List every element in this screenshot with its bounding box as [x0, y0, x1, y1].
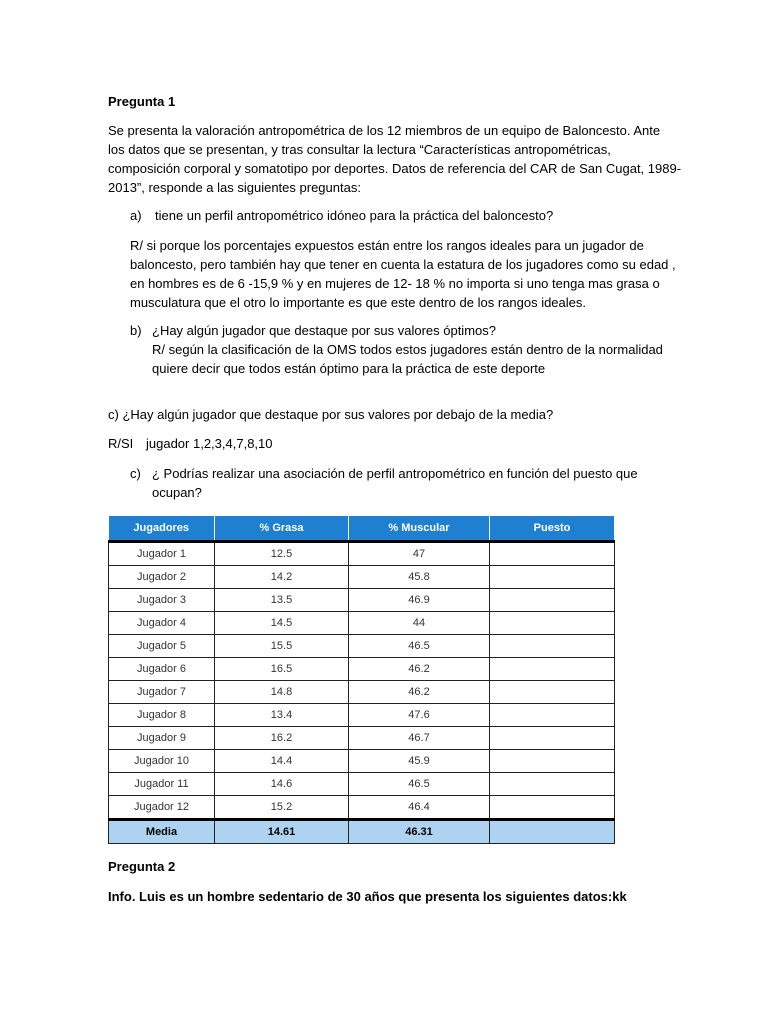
cell-muscular: 46.5 [349, 635, 490, 658]
cell-grasa: 14.6 [215, 773, 349, 796]
answer-line: musculatura que el otro lo importante es que este dentro de los rangos ideales. [130, 295, 586, 310]
item-a-answer [130, 236, 676, 312]
header-puesto: Puesto [490, 516, 615, 542]
item-a-marker: a) [130, 208, 142, 223]
answer-line: R/ si porque los porcentajes expuestos están entre los rangos ideales para un jugador de [130, 238, 644, 253]
table-row [109, 612, 615, 635]
cell-puesto [490, 681, 615, 704]
cell-puesto [490, 612, 615, 635]
cell-muscular: 46.9 [349, 589, 490, 612]
cell-muscular: 47 [349, 542, 490, 566]
footer-label: Media [109, 820, 215, 844]
table-row [109, 635, 615, 658]
cell-jugador: Jugador 6 [109, 658, 215, 681]
table-row [109, 796, 615, 820]
cell-puesto [490, 589, 615, 612]
table-body [109, 542, 615, 820]
question-line: ocupan? [152, 485, 202, 500]
cell-muscular: 46.2 [349, 681, 490, 704]
cell-grasa: 13.5 [215, 589, 349, 612]
table-row [109, 589, 615, 612]
cell-jugador: Jugador 1 [109, 542, 215, 566]
question-1-heading: Pregunta 1 [108, 94, 176, 109]
cell-jugador: Jugador 5 [109, 635, 215, 658]
question-line: ¿ Podrías realizar una asociación de perfil antropométrico en función del puesto que [152, 466, 638, 481]
cell-grasa: 15.2 [215, 796, 349, 820]
cell-grasa: 14.2 [215, 566, 349, 589]
cell-muscular: 44 [349, 612, 490, 635]
answer-line: R/ según la clasificación de la OMS todos estos jugadores están dentro de la normalidad [152, 342, 663, 357]
cell-puesto [490, 635, 615, 658]
intro-line: los datos que se presentan, y tras consultar la lectura “Características antropométricas, [108, 142, 611, 157]
cell-jugador: Jugador 8 [109, 704, 215, 727]
cell-jugador: Jugador 3 [109, 589, 215, 612]
answer-line: baloncesto, pero también hay que tener en cuenta la estatura de los jugadores como su edad , [130, 257, 676, 272]
header-grasa: % Grasa [215, 516, 349, 542]
cell-jugador: Jugador 2 [109, 566, 215, 589]
item-a-question: tiene un perfil antropométrico idóneo para la práctica del baloncesto? [155, 208, 554, 223]
cell-grasa: 15.5 [215, 635, 349, 658]
cell-jugador: Jugador 12 [109, 796, 215, 820]
cell-jugador: Jugador 10 [109, 750, 215, 773]
question-2-info: Info. Luis es un hombre sedentario de 30 años que presenta los siguientes datos:kk [108, 889, 627, 904]
cell-puesto [490, 704, 615, 727]
cell-jugador: Jugador 9 [109, 727, 215, 750]
table-row [109, 727, 615, 750]
item-b-question: ¿Hay algún jugador que destaque por sus valores óptimos? [152, 323, 496, 338]
cell-puesto [490, 796, 615, 820]
cell-muscular: 46.4 [349, 796, 490, 820]
answer-line: en hombres es de 6 -15,9 % y en mujeres de 12- 18 % no importa si uno tenga mas grasa o [130, 276, 660, 291]
cell-grasa: 14.4 [215, 750, 349, 773]
cell-muscular: 46.7 [349, 727, 490, 750]
table-row [109, 542, 615, 566]
cell-grasa: 12.5 [215, 542, 349, 566]
cell-jugador: Jugador 7 [109, 681, 215, 704]
table-row [109, 566, 615, 589]
answer-line: quiere decir que todos están óptimo para la práctica de este deporte [152, 361, 546, 376]
item-c1-question: c) ¿Hay algún jugador que destaque por sus valores por debajo de la media? [108, 407, 554, 422]
item-b-marker: b) [130, 323, 142, 338]
intro-line: Se presenta la valoración antropométrica de los 12 miembros de un equipo de Baloncesto. Ante [108, 123, 661, 138]
cell-muscular: 46.2 [349, 658, 490, 681]
cell-muscular: 45.9 [349, 750, 490, 773]
table-row [109, 658, 615, 681]
cell-grasa: 16.5 [215, 658, 349, 681]
question-1-intro [108, 121, 681, 197]
table-row [109, 681, 615, 704]
cell-grasa: 13.4 [215, 704, 349, 727]
header-jugadores: Jugadores [109, 516, 215, 542]
question-2-heading: Pregunta 2 [108, 859, 176, 874]
item-c2-question [152, 464, 638, 502]
table-row [109, 750, 615, 773]
footer-puesto [490, 820, 615, 844]
cell-jugador: Jugador 11 [109, 773, 215, 796]
cell-puesto [490, 727, 615, 750]
footer-muscular-mean: 46.31 [349, 820, 490, 844]
table-row [109, 704, 615, 727]
cell-muscular: 46.5 [349, 773, 490, 796]
intro-line: 2013”, responde a las siguientes preguntas: [108, 180, 361, 195]
cell-puesto [490, 658, 615, 681]
header-muscular: % Muscular [349, 516, 490, 542]
cell-grasa: 14.8 [215, 681, 349, 704]
cell-puesto [490, 566, 615, 589]
cell-muscular: 47.6 [349, 704, 490, 727]
table-row [109, 773, 615, 796]
item-c1-answer: jugador 1,2,3,4,7,8,10 [146, 436, 273, 451]
item-b-answer [152, 340, 663, 378]
cell-muscular: 45.8 [349, 566, 490, 589]
players-table [108, 516, 615, 844]
item-c1-answer-prefix: R/SI [108, 436, 134, 451]
cell-jugador: Jugador 4 [109, 612, 215, 635]
table-header-row [109, 516, 615, 542]
cell-puesto [490, 542, 615, 566]
cell-grasa: 16.2 [215, 727, 349, 750]
item-c2-marker: c) [130, 466, 141, 481]
intro-line: composición corporal y somatotipo por deportes. Datos de referencia del CAR de San Cugat, 1989- [108, 161, 682, 176]
table-footer-row [109, 820, 615, 844]
cell-grasa: 14.5 [215, 612, 349, 635]
footer-grasa-mean: 14.61 [215, 820, 349, 844]
cell-puesto [490, 773, 615, 796]
cell-puesto [490, 750, 615, 773]
